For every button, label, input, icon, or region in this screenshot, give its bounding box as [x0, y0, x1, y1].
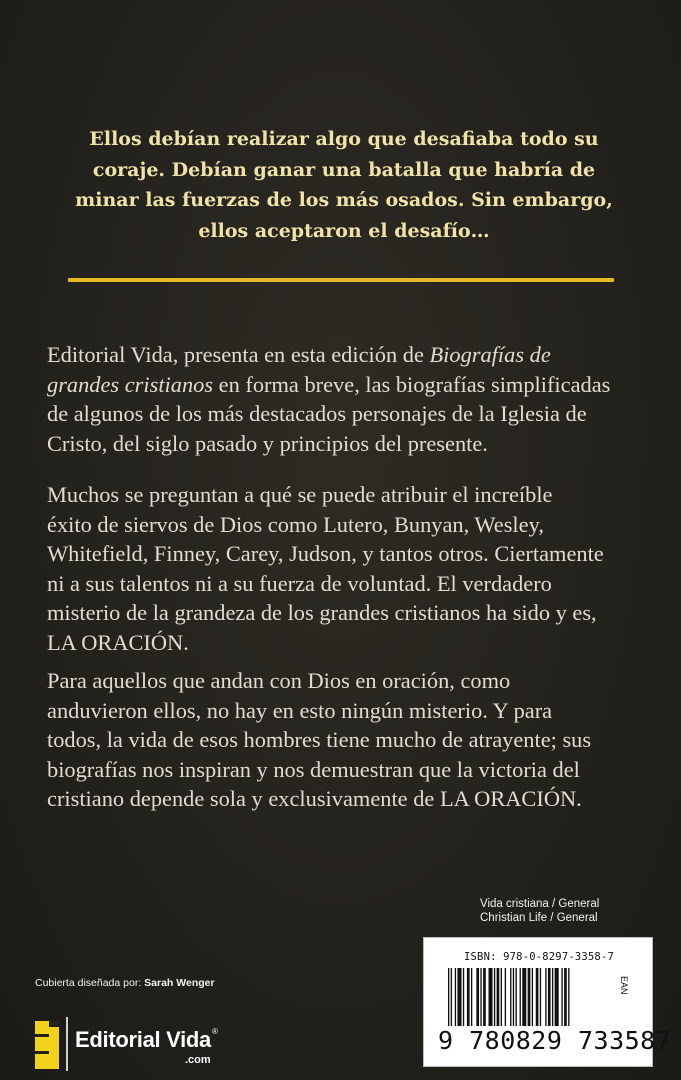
category-spanish: Vida cristiana / General	[480, 898, 600, 910]
paragraph-line: cristiano depende sola y exclusivamente de LA ORACIÓN.	[47, 786, 582, 812]
book-title-italic: Biografías de	[429, 342, 551, 367]
paragraph-line: Para aquellos que andan con Dios en oración, como	[47, 668, 511, 693]
cover-credit	[35, 977, 215, 989]
paragraph-line	[47, 370, 647, 400]
paragraph-line: éxito de siervos de Dios como Lutero, Bunyan, Wesley,	[47, 511, 544, 537]
gold-divider	[68, 278, 614, 282]
paragraph-line: Muchos se preguntan a qué se puede atribuir el increíble	[47, 482, 553, 507]
registered-mark: ®	[212, 1027, 218, 1036]
text-run: Editorial Vida, presenta en esta edición de	[47, 342, 430, 367]
paragraph-line: todos, la vida de esos hombres tiene mucho de atrayente; sus	[47, 727, 592, 753]
teaser-line: coraje. Debían ganar una batalla que habría de	[92, 158, 596, 181]
editorial-vida-logo-icon	[35, 1021, 59, 1069]
isbn-barcode	[423, 937, 672, 1067]
paragraph-intro	[47, 340, 647, 458]
paragraph-line: de algunos de los más destacados personajes de la Iglesia de	[47, 401, 587, 427]
paragraph-line: Cristo, del siglo pasado y principios del presente.	[47, 430, 488, 456]
category-label	[480, 897, 599, 925]
paragraph-line: biografías nos inspiran y nos demuestran que la victoria del	[47, 756, 580, 782]
book-title-italic: grandes cristianos	[47, 371, 214, 397]
publisher-name	[75, 1027, 218, 1053]
teaser-line: ellos aceptaron el desafío…	[198, 219, 490, 242]
paragraph-line: misterio de la grandeza de los grandes cristianos ha sido y es,	[47, 600, 597, 626]
barcode-digits: 9 780829 733587	[438, 1026, 672, 1055]
publisher-name-part: Editorial	[75, 1027, 167, 1052]
logo-divider	[66, 1017, 68, 1071]
publisher-dotcom: .com	[185, 1054, 211, 1066]
teaser-line: Ellos debían realizar algo que desafiaba todo su	[89, 128, 599, 150]
paragraph-line: LA ORACIÓN.	[47, 629, 189, 655]
paragraph-question	[47, 480, 647, 658]
paragraph-line: ni a sus talentos ni a su fuerza de voluntad. El verdadero	[47, 570, 552, 596]
credit-label: Cubierta diseñada por:	[35, 977, 145, 989]
publisher-name-part: Vida	[166, 1027, 211, 1052]
category-english: Christian Life / General	[480, 912, 598, 924]
ean-label: EAN	[619, 976, 629, 995]
paragraph-line: Whitefield, Finney, Carey, Judson, y tantos otros. Ciertamente	[47, 541, 604, 567]
paragraph-line: anduvieron ellos, no hay en esto ningún misterio. Y para	[47, 697, 553, 723]
barcode-bars	[446, 968, 626, 1026]
isbn-label: ISBN: 978-0-8297-3358-7	[464, 951, 614, 963]
paragraph-closing	[47, 666, 647, 814]
teaser-line: minar las fuerzas de los más osados. Sin embargo,	[75, 189, 613, 211]
text-run: en forma breve, las biografías simplificadas	[213, 371, 611, 397]
paragraph-line	[47, 340, 647, 370]
publisher-logo	[35, 1015, 275, 1075]
teaser-quote	[70, 124, 618, 246]
designer-name: Sarah Wenger	[144, 977, 215, 989]
